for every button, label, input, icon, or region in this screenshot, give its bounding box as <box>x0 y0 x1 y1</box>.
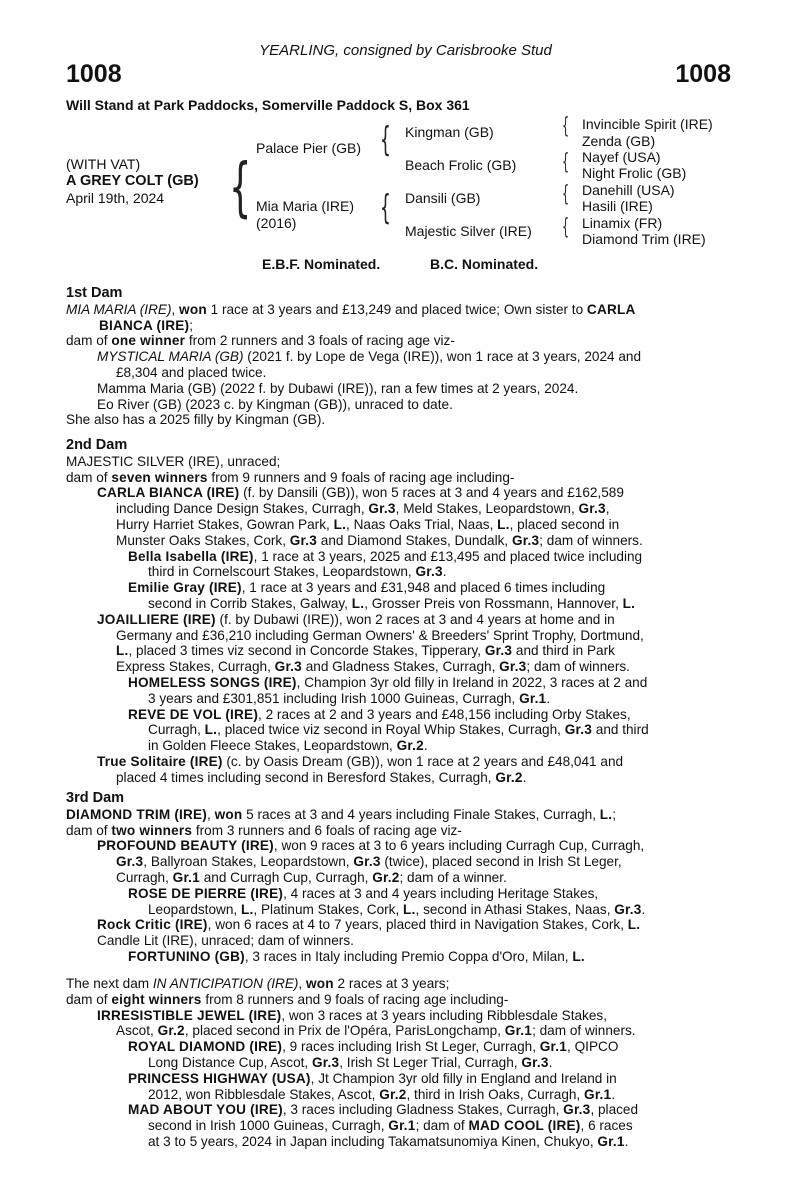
first-dam-section <box>66 286 746 428</box>
text: , <box>605 501 610 517</box>
grade: L. <box>572 948 585 964</box>
won-label: won <box>305 976 334 991</box>
grade: Gr.3 <box>116 854 144 870</box>
ggp-1: Invincible Spirit (IRE) <box>582 116 713 132</box>
text: , Champion 3yr old filly in Ireland in 2022, 3 races at 2 and <box>296 674 648 690</box>
grade: Gr.2 <box>379 1086 407 1102</box>
next-dam-line <box>66 1023 746 1039</box>
winner-count: eight winners <box>111 991 202 1007</box>
grade: Gr.3 <box>484 643 513 659</box>
text: placed 4 times including second in Beresford Stakes, Curragh, <box>116 769 496 785</box>
text: , placed second in Prix de l'Opéra, ParisLongchamp, <box>184 1023 505 1039</box>
text: from 3 runners and 6 foals of racing age viz- <box>192 822 462 838</box>
grade: Gr.3 <box>415 564 443 580</box>
grade: Gr.3 <box>511 532 540 548</box>
text: dam of <box>66 991 112 1007</box>
progeny-name: True Solitaire (IRE) <box>97 753 223 769</box>
text: . <box>548 1054 553 1070</box>
text: , QIPCO <box>567 1039 619 1055</box>
grade: L. <box>599 806 613 822</box>
foaled-date: April 19th, 2024 <box>66 190 165 206</box>
ggp-2: Zenda (GB) <box>582 133 656 149</box>
grade: Gr.1 <box>597 1133 625 1149</box>
text: (2021 f. by Lope de Vega (IRE)), won 1 race at 3 years, 2024 and <box>243 349 642 365</box>
black-type-name: ROYAL DIAMOND (IRE) <box>128 1039 283 1055</box>
progeny-name: Bella Isabella (IRE) <box>128 548 254 564</box>
winner-count: seven winners <box>111 469 208 485</box>
ggp-8: Diamond Trim (IRE) <box>582 231 706 247</box>
text: Curragh, <box>116 869 173 885</box>
third-dam-line <box>66 823 746 839</box>
third-dam-line <box>66 870 746 886</box>
text: and third <box>591 722 649 738</box>
second-dam-line: Germany and £36,210 including German Owners' & Breeders' Sprint Trophy, Dortmund, <box>116 627 644 643</box>
second-dam-line <box>66 738 746 754</box>
text: 2 races at 3 years; <box>333 976 450 991</box>
text: from 8 runners and 9 foals of racing age including- <box>201 991 509 1007</box>
grade: Gr.3 <box>614 901 642 917</box>
third-dam-line <box>66 917 746 933</box>
text: 5 races at 3 and 4 years including Finale Stakes, Curragh, <box>242 806 600 822</box>
sire-sire: Kingman (GB) <box>405 124 494 140</box>
text: , Irish St Leger Trial, Curragh, <box>339 1054 522 1070</box>
black-type-name: PRINCESS HIGHWAY (USA) <box>128 1070 311 1086</box>
grade: Gr.2 <box>396 738 424 754</box>
text: (f. by Dansili (GB)), won 5 races at 3 and 4 years and £162,589 <box>239 485 624 501</box>
second-dam-line <box>66 675 746 691</box>
text: , won 6 races at 4 to 7 years, placed third in Navigation Stakes, Cork, <box>207 917 628 933</box>
grade: Gr.1 <box>519 690 547 706</box>
grade: L. <box>116 643 129 659</box>
grade: Gr.3 <box>353 854 381 870</box>
next-dam-section <box>66 976 746 1150</box>
text: (c. by Oasis Dream (GB)), won 1 race at 2 years and £48,041 and <box>222 753 624 769</box>
text: and Diamond Stakes, Dundalk, <box>317 532 512 548</box>
text: , Jt Champion 3yr old filly in England and Ireland in <box>310 1070 617 1086</box>
second-dam-line <box>66 564 746 580</box>
first-dam-line <box>66 302 746 318</box>
first-dam-line: She also has a 2025 filly by Kingman (GB). <box>66 412 326 428</box>
text: (f. by Dubawi (IRE)), won 2 races at 3 and 4 years at home and in <box>215 611 615 627</box>
sire-dam: Beach Frolic (GB) <box>405 157 517 173</box>
text: , <box>171 301 180 317</box>
text: , Grosser Preis von Rossmann, Hannover, <box>364 595 623 611</box>
brace-majestic-silver: { <box>562 215 569 240</box>
first-dam-heading: 1st Dam <box>66 285 123 301</box>
second-dam-line <box>66 691 746 707</box>
ggp-7: Linamix (FR) <box>582 215 663 231</box>
second-dam-line <box>66 643 746 659</box>
text: , second in Athasi Stakes, Naas, <box>415 901 615 917</box>
text: ; dam of winners. <box>526 659 630 675</box>
text: , placed second in <box>509 516 620 532</box>
next-dam-line <box>66 1055 746 1071</box>
third-dam-line <box>66 807 746 823</box>
third-dam-line <box>66 854 746 870</box>
first-dam-line: Eo River (GB) (2023 c. by Kingman (GB)), unraced to date. <box>97 396 453 412</box>
second-dam-line <box>66 707 746 723</box>
text: from 2 runners and 3 foals of racing age viz- <box>185 333 455 349</box>
consignment-line: YEARLING, consigned by Carisbrooke Stud <box>259 42 552 59</box>
text: , 2 races at 2 and 3 years and £48,156 including Orby Stakes, <box>258 706 631 722</box>
second-dam-line <box>66 501 746 517</box>
text: ; dam of winners. <box>539 532 643 548</box>
second-dam-section <box>66 438 746 786</box>
text: Leopardstown, <box>148 901 241 917</box>
text: . <box>442 564 447 580</box>
text: , placed twice viz second in Royal Whip Stakes, Curragh, <box>217 722 565 738</box>
text: , 9 races including Irish St Leger, Curragh, <box>282 1039 540 1055</box>
black-type-name: PROFOUND BEAUTY (IRE) <box>97 838 274 854</box>
grade: L. <box>240 901 254 917</box>
text: , won 9 races at 3 to 6 years including Curragh Cup, Curragh, <box>273 838 645 854</box>
second-dam-line <box>66 470 746 486</box>
grade: L. <box>333 516 347 532</box>
lot-number-left: 1008 <box>66 60 122 88</box>
text: third in Cornelscourt Stakes, Leopardstown, <box>148 564 416 580</box>
black-type-name: HOMELESS SONGS (IRE) <box>128 674 297 690</box>
dam-year: (2016) <box>256 215 297 231</box>
grade: Gr.1 <box>172 869 200 885</box>
text: , <box>298 976 306 991</box>
text: and Curragh Cup, Curragh, <box>199 869 373 885</box>
grade: Gr.3 <box>274 659 302 675</box>
grade: Gr.3 <box>368 501 396 517</box>
grade: L. <box>351 595 365 611</box>
text: 2012, won Ribblesdale Stakes, Ascot, <box>148 1086 380 1102</box>
brace-dam: { <box>380 188 391 228</box>
grade: L. <box>497 516 510 532</box>
third-dam-line <box>66 838 746 854</box>
grade: L. <box>204 722 218 738</box>
brace-sire: { <box>380 120 391 160</box>
first-dam-line: £8,304 and placed twice. <box>116 364 267 380</box>
progeny-name: Rock Critic (IRE) <box>97 917 208 933</box>
text: , Platinum Stakes, Cork, <box>253 901 404 917</box>
dam-name: IN ANTICIPATION (IRE) <box>152 976 299 991</box>
text: , 1 race at 3 years and £31,948 and placed 6 times including <box>241 580 606 596</box>
next-dam-line <box>66 1039 746 1055</box>
text: ; <box>612 806 617 822</box>
text: Curragh, <box>148 722 205 738</box>
second-dam-line <box>66 517 746 533</box>
text: and Gladness Stakes, Curragh, <box>301 659 500 675</box>
won-label: won <box>179 301 207 317</box>
second-dam-line <box>66 596 746 612</box>
text: second in Irish 1000 Guineas, Curragh, <box>148 1118 389 1134</box>
second-dam-line <box>66 549 746 565</box>
grade: Gr.2 <box>157 1023 185 1039</box>
black-type-name: IRRESISTIBLE JEWEL (IRE) <box>97 1007 282 1023</box>
next-dam-line <box>66 1134 746 1150</box>
text: . <box>624 1133 629 1149</box>
text: , Ballyroan Stakes, Leopardstown, <box>143 854 354 870</box>
text: including Dance Design Stakes, Curragh, <box>116 501 369 517</box>
grade: Gr.3 <box>563 1102 591 1118</box>
text: , 1 race at 3 years, 2025 and £13,495 and placed twice including <box>253 548 643 564</box>
text: . <box>522 769 527 785</box>
text: , won 3 races at 3 years including Ribblesdale Stakes, <box>281 1007 607 1023</box>
second-dam-line <box>66 580 746 596</box>
black-type-name: BIANCA (IRE) <box>99 317 190 333</box>
sire: Palace Pier (GB) <box>256 140 362 156</box>
text: Long Distance Cup, Ascot, <box>148 1054 312 1070</box>
text: dam of <box>66 469 112 485</box>
dam: Mia Maria (IRE) <box>256 198 355 214</box>
text: ; dam of a winner. <box>399 869 507 885</box>
grade: Gr.2 <box>495 769 523 785</box>
brace-beach-frolic: { <box>562 150 569 175</box>
black-type-name: MAD ABOUT YOU (IRE) <box>128 1102 283 1118</box>
text: . <box>641 901 646 917</box>
third-dam-line: Candle Lit (IRE), unraced; dam of winners. <box>97 933 354 949</box>
stand-location: Will Stand at Park Paddocks, Somerville Paddock S, Box 361 <box>66 97 470 113</box>
text: , Naas Oaks Trial, Naas, <box>346 516 498 532</box>
third-dam-heading: 3rd Dam <box>66 790 125 806</box>
dam-name: MIA MARIA (IRE) <box>66 301 172 317</box>
bc-nominated: B.C. Nominated. <box>430 256 539 272</box>
grade: Gr.3 <box>564 722 592 738</box>
vat-note: (WITH VAT) <box>66 156 141 172</box>
next-dam-line <box>66 1102 746 1118</box>
text: from 9 runners and 9 foals of racing age including- <box>207 469 515 485</box>
winner-count: two winners <box>111 822 193 838</box>
progeny-name: MYSTICAL MARIA (GB) <box>97 349 244 365</box>
text: 1 race at 3 years and £13,249 and placed twice; Own sister to <box>206 301 587 317</box>
third-dam-line <box>66 886 746 902</box>
text: , 3 races including Gladness Stakes, Curragh, <box>282 1102 564 1118</box>
text: Munster Oaks Stakes, Cork, <box>116 532 290 548</box>
first-dam-line <box>66 349 746 365</box>
text: Ascot, <box>116 1023 158 1039</box>
text: ; dam of <box>415 1118 469 1134</box>
black-type-name: JOAILLIERE (IRE) <box>97 611 216 627</box>
text: Hurry Harriet Stakes, Gowran Park, <box>116 516 334 532</box>
text: , placed <box>590 1102 639 1118</box>
ggp-4: Night Frolic (GB) <box>582 165 687 181</box>
progeny-name: Emilie Gray (IRE) <box>128 580 242 596</box>
text: , third in Irish Oaks, Curragh, <box>406 1086 585 1102</box>
first-dam-line <box>66 318 746 334</box>
second-dam-line <box>66 533 746 549</box>
text: . <box>611 1086 616 1102</box>
ebf-nominated: E.B.F. Nominated. <box>262 256 381 272</box>
second-dam-line <box>66 659 746 675</box>
second-dam-line <box>66 722 746 738</box>
grade: Gr.1 <box>584 1086 612 1102</box>
second-dam-line <box>66 612 746 628</box>
first-dam-line <box>66 333 746 349</box>
text: ; dam of winners. <box>532 1023 636 1039</box>
text: , Meld Stakes, Leopardstown, <box>395 501 579 517</box>
text: , 3 races in Italy including Premio Coppa d'Oro, Milan, <box>244 948 573 964</box>
ggp-3: Nayef (USA) <box>582 149 661 165</box>
text: and third in Park <box>512 643 615 659</box>
next-dam-line <box>66 1118 746 1134</box>
brace-kingman: { <box>562 114 569 139</box>
text: at 3 to 5 years, 2024 in Japan including Takamatsunomiya Kinen, Chukyo, <box>148 1133 598 1149</box>
third-dam-line <box>66 902 746 918</box>
grade: Gr.1 <box>539 1039 568 1055</box>
text: , 6 races <box>580 1118 633 1134</box>
dam-sire: Dansili (GB) <box>405 190 481 206</box>
text: ; <box>189 317 194 333</box>
text: second in Corrib Stakes, Galway, <box>148 595 352 611</box>
text: Express Stakes, Curragh, <box>116 659 275 675</box>
text: , <box>207 806 215 822</box>
horse-name: A GREY COLT (GB) <box>66 173 199 189</box>
won-label: won <box>214 806 243 822</box>
second-dam-line <box>66 485 746 501</box>
text: . <box>546 690 551 706</box>
brace-dansili: { <box>562 182 569 207</box>
black-type-name: ROSE DE PIERRE (IRE) <box>128 885 284 901</box>
text: 3 years and £301,851 including Irish 1000 Guineas, Curragh, <box>148 690 520 706</box>
grade: Gr.3 <box>311 1054 340 1070</box>
next-dam-line <box>66 1087 746 1103</box>
grade: Gr.3 <box>499 659 527 675</box>
grade: Gr.3 <box>578 501 606 517</box>
ggp-5: Danehill (USA) <box>582 182 675 198</box>
text: , placed 3 times viz second in Concorde Stakes, Tipperary, <box>128 643 485 659</box>
black-type-name: FORTUNINO (GB) <box>128 948 245 964</box>
text: in Golden Fleece Stakes, Leopardstown, <box>148 738 397 754</box>
second-dam-line <box>66 754 746 770</box>
grade: Gr.1 <box>504 1023 533 1039</box>
text: dam of <box>66 333 112 349</box>
second-dam-heading: 2nd Dam <box>66 437 128 453</box>
text: (twice), placed second in Irish St Leger, <box>380 854 622 870</box>
grade: L. <box>622 595 636 611</box>
text: The next dam <box>66 976 153 991</box>
grade: Gr.3 <box>289 532 318 548</box>
text: dam of <box>66 822 112 838</box>
grade: Gr.3 <box>521 1054 549 1070</box>
winner-count: one winner <box>111 333 186 349</box>
grade: L. <box>627 917 641 933</box>
brace-main: { <box>229 151 252 225</box>
black-type-name: CARLA <box>586 301 636 317</box>
second-dam-line: MAJESTIC SILVER (IRE), unraced; <box>66 453 281 469</box>
grade: Gr.2 <box>372 869 400 885</box>
next-dam-line <box>66 976 746 992</box>
lot-number-right: 1008 <box>675 60 731 88</box>
dam-dam: Majestic Silver (IRE) <box>405 223 532 239</box>
text: . <box>423 738 428 754</box>
next-dam-line <box>66 992 746 1008</box>
next-dam-line <box>66 1008 746 1024</box>
second-dam-line <box>66 770 746 786</box>
first-dam-line: Mamma Maria (GB) (2022 f. by Dubawi (IRE)), ran a few times at 2 years, 2024. <box>97 380 579 396</box>
black-type-name: MAD COOL (IRE) <box>468 1118 581 1134</box>
next-dam-line <box>66 1071 746 1087</box>
grade: L. <box>403 901 416 917</box>
third-dam-section <box>66 791 746 965</box>
text: , 4 races at 3 and 4 years including Heritage Stakes, <box>283 885 599 901</box>
black-type-name: DIAMOND TRIM (IRE) <box>66 806 208 822</box>
black-type-name: REVE DE VOL (IRE) <box>128 706 259 722</box>
grade: Gr.1 <box>388 1118 416 1134</box>
third-dam-line <box>66 949 746 965</box>
black-type-name: CARLA BIANCA (IRE) <box>97 485 240 501</box>
ggp-6: Hasili (IRE) <box>582 198 653 214</box>
